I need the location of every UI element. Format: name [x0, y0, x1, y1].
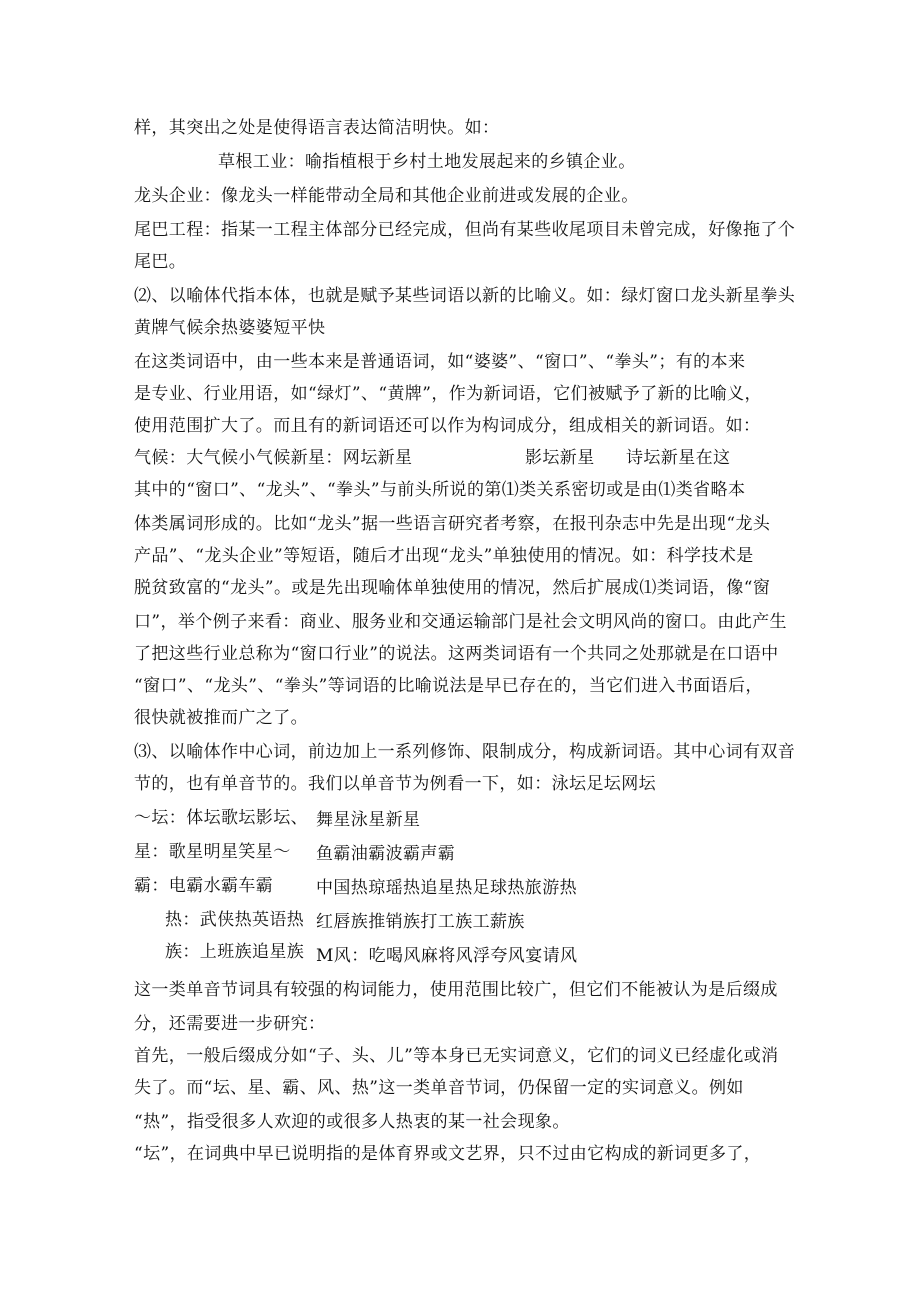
text-line: 首先，一般后缀成分如“子、头、儿”等本身已无实词意义，它们的词义已经虚化或消 — [134, 1046, 779, 1066]
text-line: 了把这些行业总称为“窗口行业”的说法。这两类词语有一个共同之处那就是在口语中 — [134, 644, 779, 664]
text-line: 很快就被推而广之了。 — [134, 708, 308, 728]
text-line: 使用范围扩大了。而且有的新词语还可以作为构词成分，组成相关的新词语。如： — [134, 416, 761, 436]
example-right: 红唇族推销族打工族工薪族 — [316, 912, 525, 932]
text-line: 尾巴。 — [134, 252, 187, 272]
text-line: 产品”、“龙头企业”等短语，随后才出现“龙头”单独使用的情况。如：科学技术是 — [134, 546, 754, 566]
text-line: 分，还需要进一步研究： — [134, 1014, 326, 1034]
example-right: M风：吃喝风麻将风浮夸风宴请风 — [316, 946, 578, 966]
text-segment: 影坛新星 — [525, 448, 595, 468]
text-line: 样，其突出之处是使得语言表达简洁明快。如： — [134, 118, 500, 138]
example-right: 中国热琼瑶热追星热足球热旅游热 — [316, 878, 577, 898]
example-left: 热：武侠热英语热 — [165, 910, 305, 930]
text-line: “窗口”、“龙头”、“拳头”等词语的比喻说法是早已存在的，当它们进入书面语后， — [134, 676, 763, 696]
text-line: 体类属词形成的。比如“龙头”据一些语言研究者考察，在报刊杂志中先是出现“龙头 — [134, 514, 771, 534]
text-line: 口”，举个例子来看：商业、服务业和交通运输部门是社会文明风尚的窗口。由此产生 — [134, 612, 787, 632]
text-line: 黄牌气候余热婆婆短平快 — [134, 318, 326, 338]
text-line: 是专业、行业用语，如“绿灯”、“黄牌”，作为新词语，它们被赋予了新的比喻义， — [134, 384, 762, 404]
text-line: 气候：大气候小气候新星：网坛新星 — [134, 448, 413, 468]
example-left: ～坛：体坛歌坛影坛、 — [134, 808, 308, 828]
text-line: 其中的“窗口”、“龙头”、“拳头”与前头所说的第⑴类关系密切或是由⑴类省略本 — [134, 480, 746, 500]
example-right: 舞星泳星新星 — [316, 810, 421, 830]
text-line: 草根工业：喻指植根于乡村土地发展起来的乡镇企业。 — [218, 152, 636, 172]
text-line: 尾巴工程：指某一工程主体部分已经完成，但尚有某些收尾项目未曾完成，好像拖了个 — [134, 220, 796, 240]
text-line: 失了。而“坛、星、霸、风、热”这一类单音节词，仍保留一定的实词意义。例如 — [134, 1078, 744, 1098]
example-left: 星：歌星明星笑星～ — [134, 842, 291, 862]
text-line: 在这类词语中，由一些本来是普通语词，如“婆婆”、“窗口”、“拳头”；有的本来 — [134, 352, 746, 372]
text-line: 节的，也有单音节的。我们以单音节为例看一下，如：泳坛足坛网坛 — [134, 774, 656, 794]
text-line: 脱贫致富的“龙头”。或是先出现喻体单独使用的情况，然后扩展成⑴类词语，像“窗 — [134, 578, 771, 598]
text-line: 龙头企业：像龙头一样能带动全局和其他企业前进或发展的企业。 — [134, 186, 639, 206]
text-line: “热”，指受很多人欢迎的或很多人热衷的某一社会现象。 — [134, 1112, 570, 1132]
text-line: “坛”，在词典中早已说明指的是体育界或文艺界，只不过由它构成的新词更多了， — [134, 1144, 762, 1164]
example-right: 鱼霸油霸波霸声霸 — [316, 844, 456, 864]
text-line: ⑵、以喻体代指本体，也就是赋予某些词语以新的比喻义。如：绿灯窗口龙头新星拳头 — [134, 286, 796, 306]
text-line: 这一类单音节词具有较强的构词能力，使用范围比较广，但它们不能被认为是后缀成 — [134, 980, 778, 1000]
example-left: 族：上班族追星族 — [165, 942, 305, 962]
example-left: 霸：电霸水霸车霸 — [134, 876, 274, 896]
text-line: ⑶、以喻体作中心词，前边加上一系列修饰、限制成分，构成新词语。其中心词有双音 — [134, 742, 796, 762]
text-segment: 诗坛新星在这 — [626, 448, 731, 468]
